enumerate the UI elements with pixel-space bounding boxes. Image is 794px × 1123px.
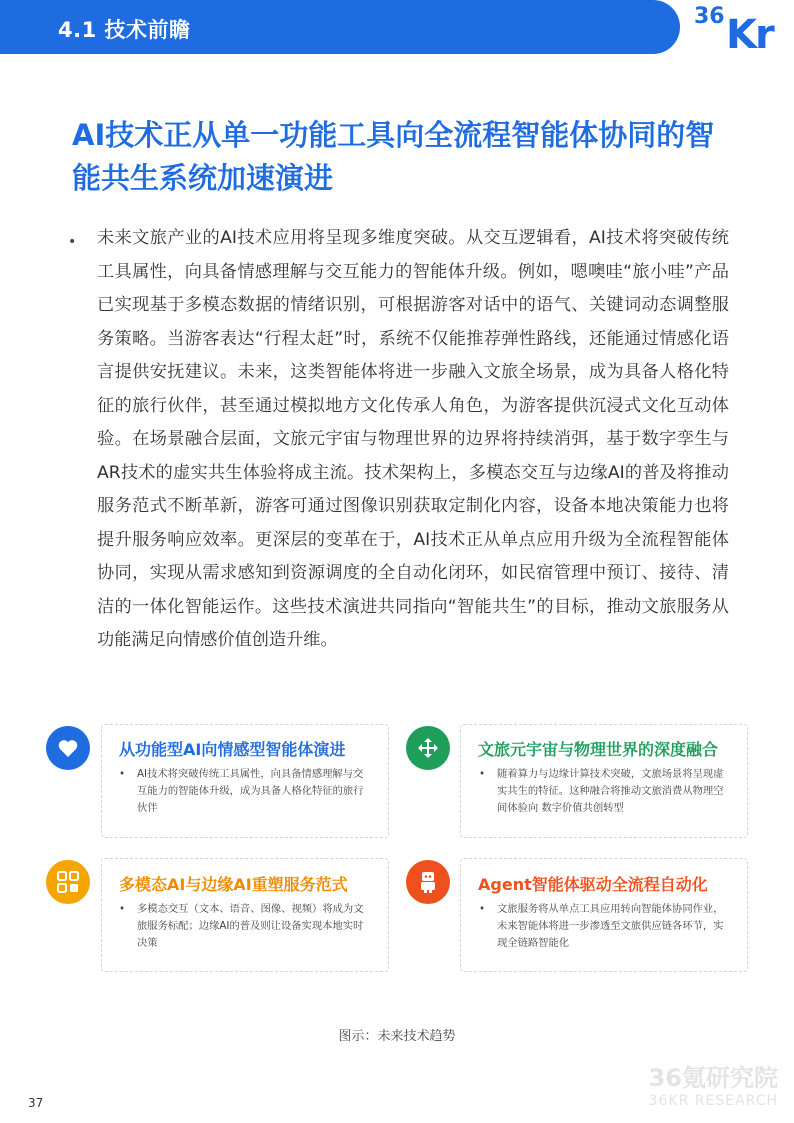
figure-caption: 图示：未来技术趋势 [338, 1029, 456, 1044]
card-title-4: Agent智能体驱动全流程自动化 [478, 875, 708, 894]
card-badge-4 [406, 860, 450, 904]
bullet-marker: • [68, 234, 77, 250]
watermark [628, 1058, 778, 1109]
logo-number: 36 [694, 4, 725, 29]
heart-icon [56, 736, 80, 760]
brand-logo [690, 2, 794, 58]
logo-letters: Kr [726, 12, 773, 58]
card-text-1: • AI技术将突破传统工具属性，向具备情感理解与交互能力的智能体升级，成为具备人格化特征的旅行伙伴 [119, 768, 364, 814]
card-badge-3 [46, 860, 90, 904]
watermark-en: 36KR RESEARCH [648, 1093, 778, 1109]
chapter-title: 4.1 技术前瞻 [58, 18, 191, 42]
body-paragraph: 未来文旅产业的AI技术应用将呈现多维度突破。从交互逻辑看，AI技术将突破传统工具属性，向具备情感理解与交互能力的智能体升级。例如，嗯噢哇“旅小哇”产品已实现基于多模态数据的情绪识别，可根据游客对话中的语气、关键词动态调整服务策略。当游客表达“行程太赶”时，系统不仅能推荐弹性路线，还能通过情感化语言提供安抚建议。未来，这类智能体将进一步融入文旅全场景，成为具备人格化特征的旅行伙伴，甚至通过模拟地方文化传承人角色，为游客提供沉浸式文化互动体验。在场景融合层面，文旅元宇宙与物理世界的边界将持续消弭，基于数字孪生与AR技术的虚实共生体验将成主流。技术架构上，多模态交互与边缘AI的普及将推动服务范式不断革新，游客可通过图像识别获取定制化内容，设备本地决策能力也将提升服务响应效率。更深层的变革在于，AI技术正从单点应用升级为全流程智能体协同，实现从需求感知到资源调度的全自动化闭环，如民宿管理中预订、接待、清洁的一体化智能运作。这些技术演进共同指向“智能共生”的目标，推动文旅服务从功能满足向情感价值创造升维。 [97, 228, 729, 650]
chapter-header-bar [0, 0, 680, 54]
card-title-1: 从功能型AI向情感型智能体演进 [119, 740, 346, 759]
card-text-4: • 文旅服务将从单点工具应用转向智能体协同作业，未来智能体将进一步渗透至文旅供应链各环节，实现全链路智能化 [479, 903, 724, 949]
card-text-2: • 随着算力与边缘计算技术突破，文旅场景将呈现虚实共生的特征。这种融合将推动文旅消费从物理空间体验向 数字价值共创转型 [479, 768, 724, 814]
card-bullet: • [479, 903, 486, 915]
card-title-2: 文旅元宇宙与物理世界的深度融合 [478, 740, 719, 759]
page-heading: AI技术正从单一功能工具向全流程智能体协同的智能共生系统加速演进 [72, 118, 715, 195]
watermark-cn: 36氪研究院 [648, 1064, 778, 1092]
card-bullet: • [479, 768, 486, 780]
page-number: 37 [28, 1096, 44, 1110]
card-badge-2 [406, 726, 450, 770]
card-bullet: • [119, 903, 126, 915]
move-arrows-icon [416, 736, 440, 760]
robot-icon [416, 870, 440, 894]
card-bullet: • [119, 768, 126, 780]
card-title-3: 多模态AI与边缘AI重塑服务范式 [119, 875, 348, 894]
card-text-3: • 多模态交互（文本、语音、图像、视频）将成为文旅服务标配；边缘AI的普及则让设备实现本地实时决策 [119, 903, 364, 949]
grid-apps-icon [56, 870, 80, 894]
card-badge-1 [46, 726, 90, 770]
